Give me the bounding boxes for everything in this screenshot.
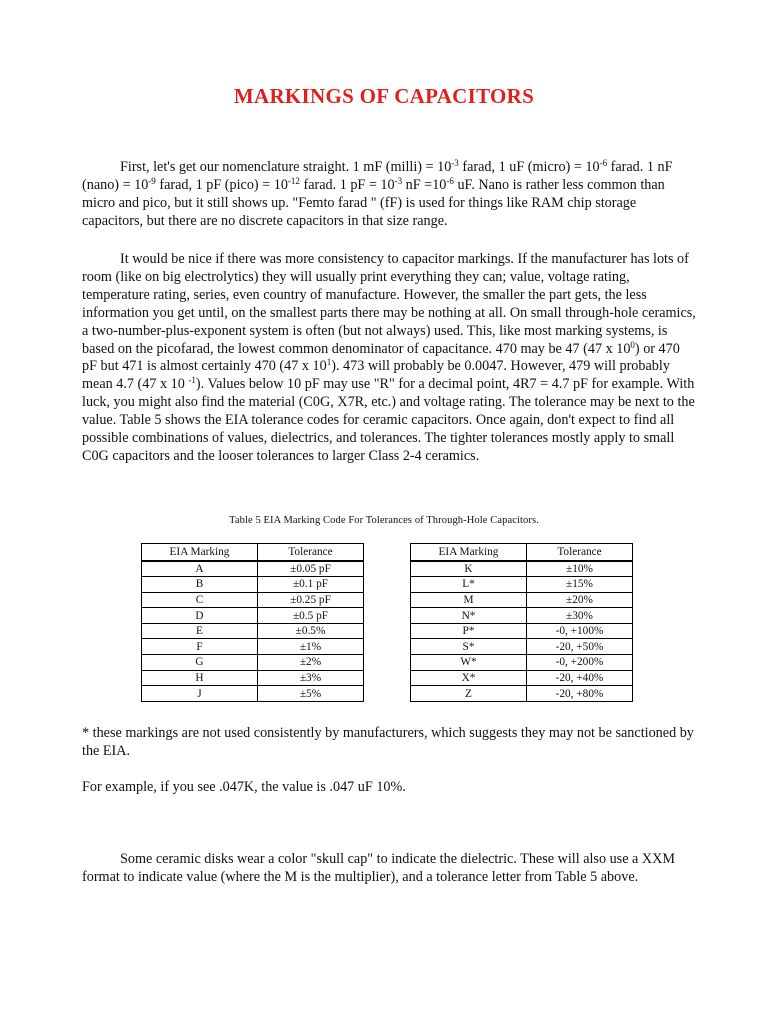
- eia-marking-cell: E: [142, 623, 258, 639]
- table-row: [411, 686, 633, 702]
- table-row: [411, 670, 633, 686]
- tolerance-cell: -20, +50%: [527, 639, 633, 655]
- table-row: [411, 623, 633, 639]
- paragraph-skull-cap: [82, 850, 698, 886]
- table-row: [142, 561, 364, 577]
- text-run: ) or 470 pF but 471 is almost certainly 470 (47 x 10: [82, 340, 680, 375]
- tolerance-cell: ±0.5 pF: [258, 608, 364, 624]
- tolerance-cell: ±1%: [258, 639, 364, 655]
- tolerance-cell: ±3%: [258, 670, 364, 686]
- table-row: [411, 608, 633, 624]
- eia-marking-cell: K: [411, 561, 527, 577]
- page-title: MARKINGS OF CAPACITORS: [233, 84, 535, 108]
- text-run: farad, 1 pF (pico) = 10: [155, 176, 288, 193]
- tolerance-cell: -20, +80%: [527, 686, 633, 702]
- tolerance-cell: ±0.25 pF: [258, 592, 364, 608]
- eia-marking-cell: Z: [411, 686, 527, 702]
- table-row: [411, 577, 633, 593]
- table-header-row: [411, 544, 633, 561]
- table-row: [142, 686, 364, 702]
- eia-marking-cell: G: [142, 655, 258, 671]
- table-row: [411, 592, 633, 608]
- table-header-cell: EIA Marking: [411, 544, 527, 561]
- table-row: [142, 623, 364, 639]
- table-header-cell: Tolerance: [258, 544, 364, 561]
- eia-marking-cell: A: [142, 561, 258, 577]
- table-row: [142, 655, 364, 671]
- eia-marking-cell: J: [142, 686, 258, 702]
- exponent: 1: [326, 357, 332, 368]
- text-run: farad, 1 uF (micro) = 10: [458, 159, 600, 175]
- tolerance-cell: ±2%: [258, 655, 364, 671]
- footnote: * these markings are not used consistently by manufacturers, which suggests they may not be sanctioned by the EIA.: [82, 725, 694, 759]
- table-caption: Table 5 EIA Marking Code For Tolerances of Through-Hole Capacitors.: [229, 515, 539, 526]
- eia-marking-cell: W*: [411, 655, 527, 671]
- text-run: farad. 1 pF = 10: [299, 176, 395, 193]
- eia-marking-cell: H: [142, 670, 258, 686]
- eia-marking-cell: M: [411, 592, 527, 608]
- tolerance-cell: ±20%: [527, 592, 633, 608]
- text-run: nF =10: [402, 176, 447, 193]
- tolerance-cell: ±0.05 pF: [258, 561, 364, 577]
- text-run: ). 473 will probably be 0.0047. However, 479 will probably mean 4.7 (47 x 10: [82, 358, 670, 393]
- tolerance-cell: ±10%: [527, 561, 633, 577]
- tolerance-cell: -20, +40%: [527, 670, 633, 686]
- table-row: [142, 577, 364, 593]
- eia-marking-cell: F: [142, 639, 258, 655]
- text-run: Some ceramic disks wear a color "skull cap" to indicate the dielectric. These will also use a XXM format to indicate value (where the M is the multiplier), and a tolerance letter from Table 5 above.: [82, 851, 676, 885]
- table-header-row: [142, 544, 364, 561]
- tolerance-table-right: [410, 543, 633, 702]
- exponent: -9: [148, 175, 156, 186]
- exponent: -6: [446, 175, 454, 186]
- eia-marking-cell: C: [142, 592, 258, 608]
- example-text: For example, if you see .047K, the value is .047 uF 10%.: [82, 779, 406, 795]
- tolerance-cell: ±0.1 pF: [258, 577, 364, 593]
- eia-marking-cell: N*: [411, 608, 527, 624]
- table-row: [142, 608, 364, 624]
- exponent: -3: [451, 158, 459, 168]
- tolerance-cell: -0, +200%: [527, 655, 633, 671]
- table-row: [411, 655, 633, 671]
- text-run: First, let's get our nomenclature straight. 1 mF (milli) = 10: [120, 159, 452, 175]
- tolerance-cell: ±30%: [527, 608, 633, 624]
- table-header-cell: Tolerance: [527, 544, 633, 561]
- text-run: farad. 1 nF (nano) = 10: [82, 159, 673, 193]
- eia-marking-cell: P*: [411, 623, 527, 639]
- exponent: -6: [599, 158, 608, 168]
- exponent: -12: [287, 175, 300, 186]
- exponent: 0: [630, 339, 635, 350]
- tolerance-cell: ±5%: [258, 686, 364, 702]
- eia-marking-cell: D: [142, 608, 258, 624]
- text-run: It would be nice if there was more consistency to capacitor markings. If the manufacturer has lots of room (like on big electrolytics) they will usually print everything they can; value, voltage rating, temperature rating, series, even country of manufacture. However, the smaller the part gets, the less information you get until, on the smallest parts there may be nothing at all. On small through-hole ceramics, a two-number-plus-exponent system is often (but not always) used. This, like most marking systems, is based on the picofarad, the lowest common denominator of capacitance. 470 may be 47 (47 x 10: [82, 251, 696, 357]
- text-run: uF. Nano is rather less common than micro and pico, but it still shows up. "Femto farad " (fF) is used for things like RAM chip storage capacitors, but there are no discrete capacitors in that size range.: [82, 176, 665, 229]
- eia-marking-cell: X*: [411, 670, 527, 686]
- text-run: ). Values below 10 pF may use "R" for a decimal point, 4R7 = 4.7 pF for example. With luck, you might also find the material (C0G, X7R, etc.) and voltage rating. The tolerance may be next to the value. Table 5 shows the EIA tolerance codes for ceramic capacitors. Once again, don't expect to find all possible combinations of values, dielectrics, and tolerances. The tighter tolerances mostly apply to small C0G capacitors and the looser tolerances to larger Class 2-4 ceramics.: [82, 376, 695, 464]
- table-row: [142, 592, 364, 608]
- eia-marking-cell: S*: [411, 639, 527, 655]
- eia-marking-cell: B: [142, 577, 258, 593]
- tolerance-cell: ±15%: [527, 577, 633, 593]
- table-row: [411, 561, 633, 577]
- exponent: -3: [394, 175, 403, 186]
- exponent: -1: [188, 375, 196, 386]
- table-row: [411, 639, 633, 655]
- paragraph-markings: [82, 251, 698, 466]
- tolerance-cell: -0, +100%: [527, 623, 633, 639]
- paragraph-nomenclature: [82, 159, 698, 231]
- tolerance-table-left: [141, 543, 364, 702]
- table-row: [142, 670, 364, 686]
- table-row: [142, 639, 364, 655]
- tolerance-cell: ±0.5%: [258, 623, 364, 639]
- eia-marking-cell: L*: [411, 577, 527, 593]
- table-header-cell: EIA Marking: [142, 544, 258, 561]
